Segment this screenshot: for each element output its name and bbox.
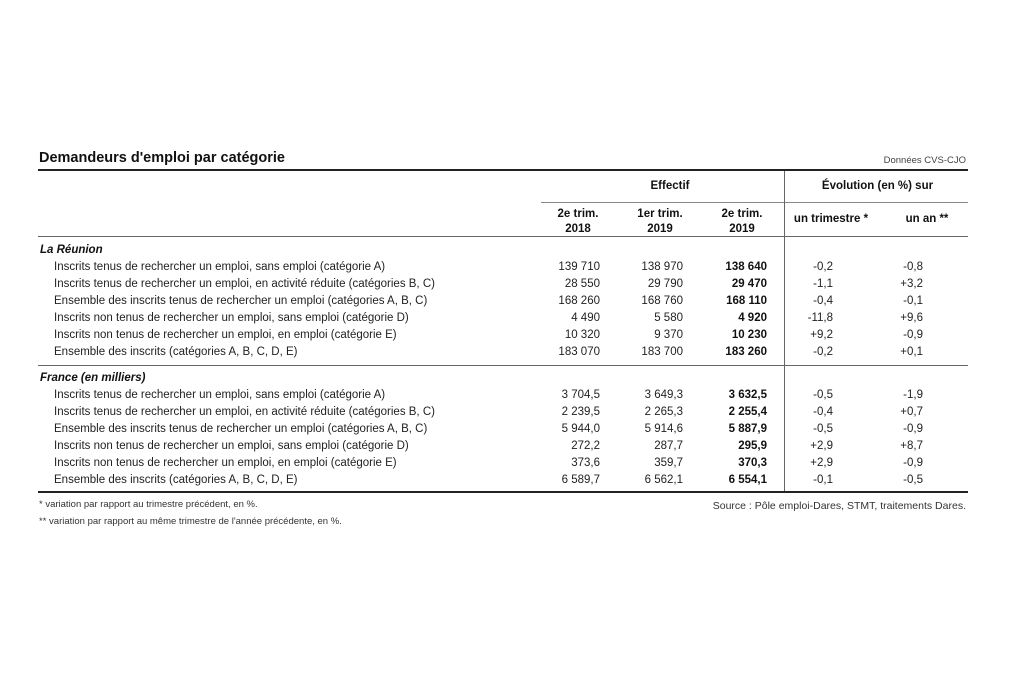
cell-value: 3 704,5 xyxy=(561,389,600,401)
effectif-underline xyxy=(541,202,784,203)
row-label: Inscrits non tenus de rechercher un emploi, sans emploi (catégorie D) xyxy=(54,312,409,324)
cell-value: 28 550 xyxy=(564,278,600,290)
cell-value: 295,9 xyxy=(738,440,767,452)
table-row xyxy=(0,474,1024,491)
table-row xyxy=(0,423,1024,440)
row-label: Ensemble des inscrits tenus de rechercher un emploi (catégories A, B, C) xyxy=(54,295,428,307)
cell-value: 6 562,1 xyxy=(644,474,683,486)
row-label: Ensemble des inscrits (catégories A, B, C, D, E) xyxy=(54,346,298,358)
table-row xyxy=(0,329,1024,346)
row-label: Inscrits tenus de rechercher un emploi, sans emploi (catégorie A) xyxy=(54,261,386,273)
cell-value: 138 970 xyxy=(641,261,683,273)
cell-value: -1,9 xyxy=(903,389,923,401)
col-2e-trim-2018 xyxy=(548,207,608,237)
effectif-header: Effectif xyxy=(650,180,690,192)
row-label: Ensemble des inscrits (catégories A, B, C, D, E) xyxy=(54,474,298,486)
evolution-header: Évolution (en %) sur xyxy=(821,180,934,192)
row-label: Inscrits tenus de rechercher un emploi, en activité réduite (catégories B, C) xyxy=(54,406,435,418)
cell-value: -1,1 xyxy=(813,278,833,290)
cell-value: 4 920 xyxy=(738,312,767,324)
cell-value: -0,5 xyxy=(813,389,833,401)
cell-value: 6 554,1 xyxy=(728,474,767,486)
cell-value: +9,2 xyxy=(810,329,833,341)
cell-value: -0,4 xyxy=(813,406,833,418)
cell-value: 2 255,4 xyxy=(728,406,767,418)
table-row xyxy=(0,406,1024,423)
cell-value: 287,7 xyxy=(654,440,683,452)
col-1er-trim-2019 xyxy=(630,207,690,237)
cell-value: 168 260 xyxy=(558,295,600,307)
col3-line2: 2019 xyxy=(729,223,755,235)
source-note: Source : Pôle emploi-Dares, STMT, traitements Dares. xyxy=(712,500,966,512)
col-2e-trim-2019 xyxy=(712,207,772,237)
cell-value: 29 790 xyxy=(647,278,683,290)
table-row xyxy=(0,346,1024,363)
section-title: La Réunion xyxy=(40,244,103,256)
table-row xyxy=(0,440,1024,457)
col3-line1: 2e trim. xyxy=(721,208,763,220)
top-rule xyxy=(38,169,968,171)
table-title: Demandeurs d'emploi par catégorie xyxy=(39,150,285,166)
cell-value: -0,1 xyxy=(813,474,833,486)
data-note: Données CVS-CJO xyxy=(883,155,966,166)
table-row xyxy=(0,261,1024,278)
cell-value: +3,2 xyxy=(900,278,923,290)
cell-value: -0,9 xyxy=(903,423,923,435)
row-label: Inscrits non tenus de rechercher un emploi, sans emploi (catégorie D) xyxy=(54,440,409,452)
table-row xyxy=(0,389,1024,406)
cell-value: -0,5 xyxy=(903,474,923,486)
cell-value: 10 230 xyxy=(731,329,767,341)
col2-line2: 2019 xyxy=(647,223,673,235)
row-label: Inscrits non tenus de rechercher un emploi, en emploi (catégorie E) xyxy=(54,457,397,469)
cell-value: 168 760 xyxy=(641,295,683,307)
col-un-trimestre: un trimestre * xyxy=(793,213,869,225)
cell-value: -11,8 xyxy=(807,312,833,324)
cell-value: 9 370 xyxy=(654,329,683,341)
cell-value: -0,2 xyxy=(813,261,833,273)
cell-value: 6 589,7 xyxy=(561,474,600,486)
table-row xyxy=(0,312,1024,329)
cell-value: 3 632,5 xyxy=(728,389,767,401)
row-label: Inscrits tenus de rechercher un emploi, en activité réduite (catégories B, C) xyxy=(54,278,435,290)
cell-value: 183 260 xyxy=(725,346,767,358)
cell-value: +2,9 xyxy=(810,457,833,469)
table-row xyxy=(0,278,1024,295)
header-rule xyxy=(38,236,968,237)
cell-value: +8,7 xyxy=(900,440,923,452)
table-row xyxy=(0,295,1024,312)
section-rule xyxy=(38,365,968,366)
evolution-underline xyxy=(785,202,968,203)
cell-value: +2,9 xyxy=(810,440,833,452)
cell-value: +0,7 xyxy=(900,406,923,418)
cell-value: 183 070 xyxy=(558,346,600,358)
cell-value: 139 710 xyxy=(558,261,600,273)
cell-value: +0,1 xyxy=(900,346,923,358)
footnote-1: * variation par rapport au trimestre précédent, en %. xyxy=(39,499,258,510)
section-title: France (en milliers) xyxy=(40,372,146,384)
cell-value: 272,2 xyxy=(571,440,600,452)
col-un-an: un an ** xyxy=(905,213,949,225)
col1-line2: 2018 xyxy=(565,223,591,235)
cell-value: 5 914,6 xyxy=(644,423,683,435)
cell-value: 168 110 xyxy=(726,295,767,307)
cell-value: -0,2 xyxy=(813,346,833,358)
cell-value: 3 649,3 xyxy=(644,389,683,401)
cell-value: -0,8 xyxy=(903,261,923,273)
cell-value: 5 944,0 xyxy=(561,423,600,435)
cell-value: 2 265,3 xyxy=(644,406,683,418)
cell-value: 138 640 xyxy=(725,261,767,273)
cell-value: 373,6 xyxy=(571,457,600,469)
cell-value: 2 239,5 xyxy=(561,406,600,418)
cell-value: 359,7 xyxy=(654,457,683,469)
col1-line1: 2e trim. xyxy=(557,208,599,220)
cell-value: -0,9 xyxy=(903,457,923,469)
row-label: Ensemble des inscrits tenus de rechercher un emploi (catégories A, B, C) xyxy=(54,423,428,435)
cell-value: 5 887,9 xyxy=(728,423,767,435)
cell-value: -0,1 xyxy=(903,295,923,307)
row-label: Inscrits non tenus de rechercher un emploi, en emploi (catégorie E) xyxy=(54,329,397,341)
cell-value: 4 490 xyxy=(571,312,600,324)
cell-value: 5 580 xyxy=(654,312,683,324)
col2-line1: 1er trim. xyxy=(637,208,683,220)
cell-value: -0,4 xyxy=(813,295,833,307)
cell-value: 183 700 xyxy=(641,346,683,358)
cell-value: -0,5 xyxy=(813,423,833,435)
cell-value: 370,3 xyxy=(738,457,767,469)
cell-value: -0,9 xyxy=(903,329,923,341)
bottom-rule xyxy=(38,491,968,493)
cell-value: 10 320 xyxy=(564,329,600,341)
footnote-2: ** variation par rapport au même trimestre de l'année précédente, en %. xyxy=(39,516,342,527)
table-row xyxy=(0,457,1024,474)
cell-value: 29 470 xyxy=(731,278,767,290)
cell-value: +9,6 xyxy=(900,312,923,324)
row-label: Inscrits tenus de rechercher un emploi, sans emploi (catégorie A) xyxy=(54,389,386,401)
